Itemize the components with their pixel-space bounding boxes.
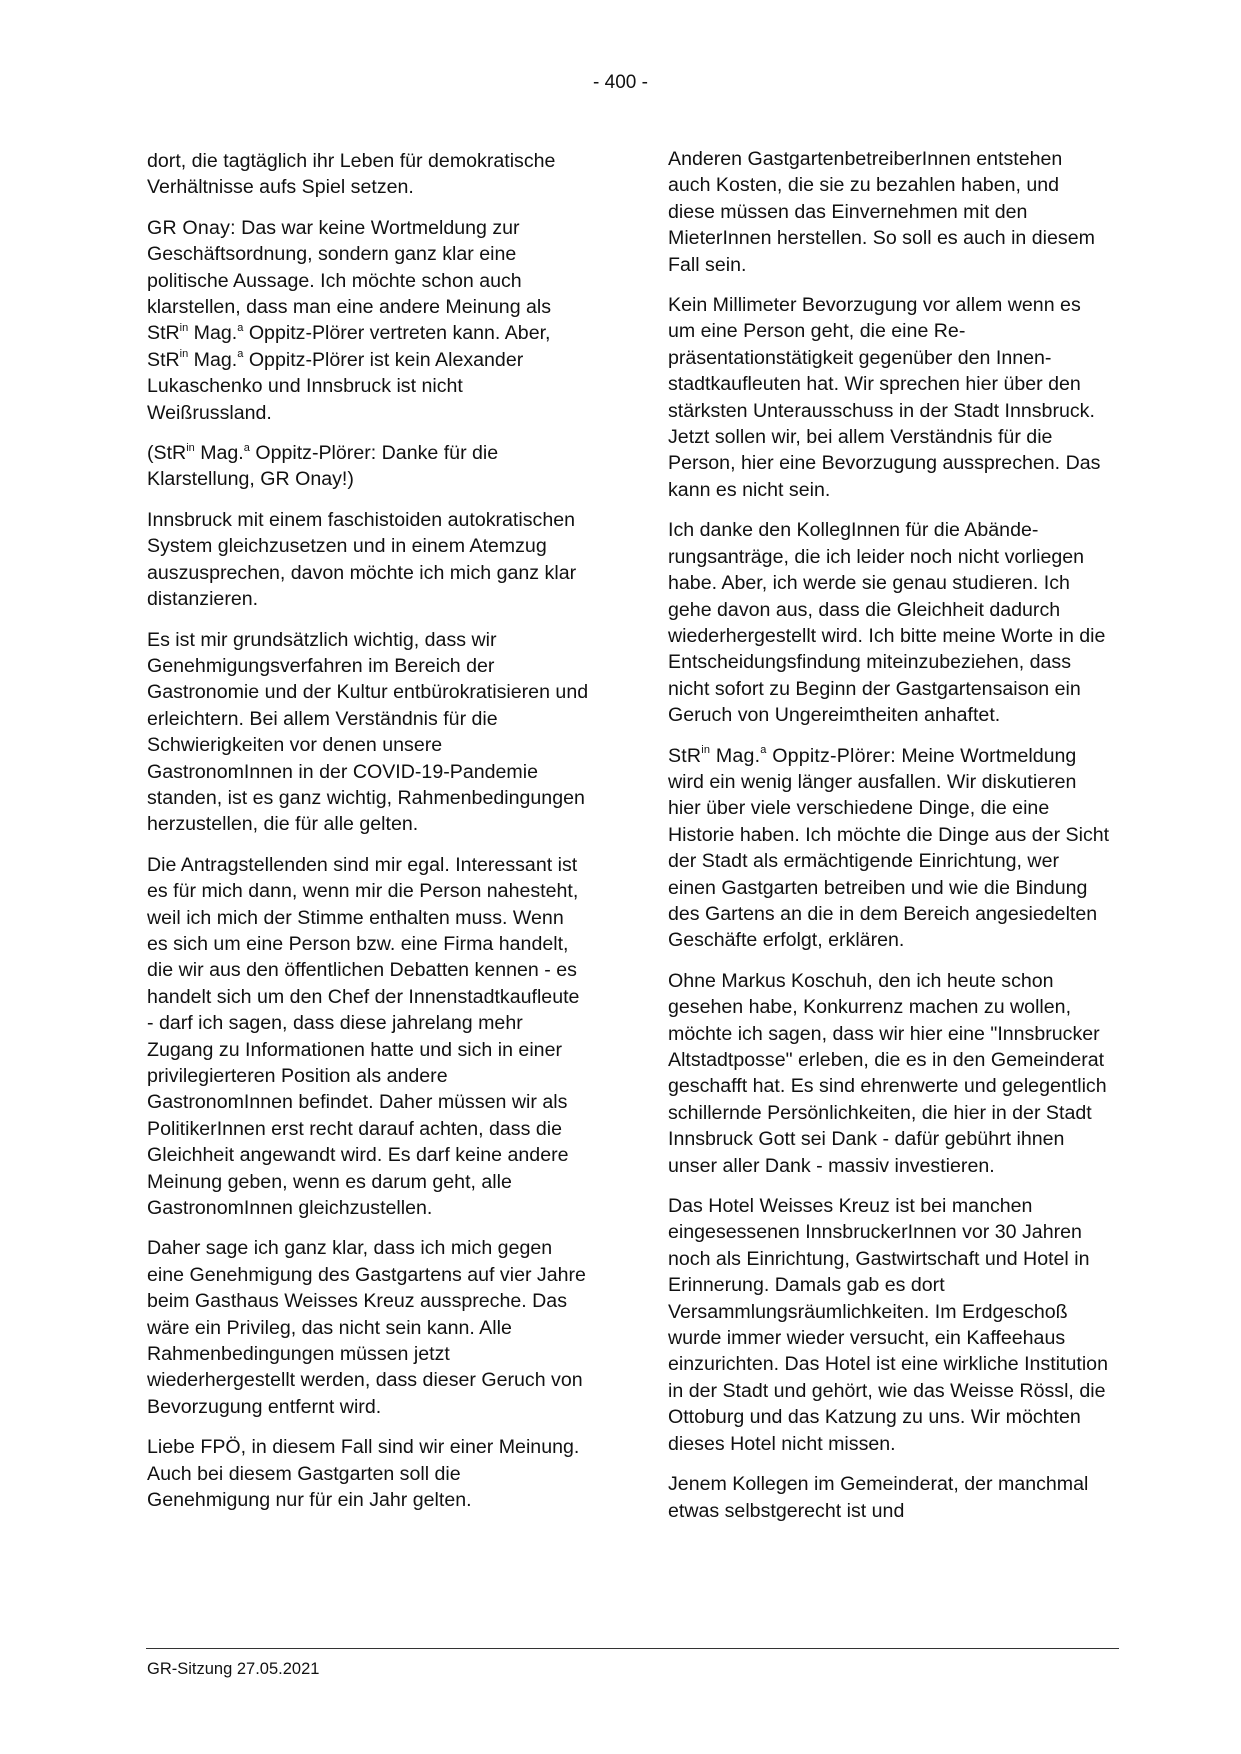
paragraph: Liebe FPÖ, in diesem Fall sind wir einer Meinung. Auch bei diesem Gastgarten soll die Genehmigung nur für ein Jahr gelten.: [147, 1436, 580, 1512]
paragraph: Daher sage ich ganz klar, dass ich mich gegen eine Genehmigung des Gastgartens auf vier Jahre beim Gasthaus Weisses Kreuz ausspreche. Das wäre ein Privileg, das nicht sein kann. Alle Rahmenbedingungen müssen jetzt wiederhergestellt werden, dass dieser Geruch von Bevorzugung entfernt wird.: [147, 1237, 586, 1418]
interjection: (StR$^{in}$ Mag.$^a$ Oppitz-Plörer: Danke für die Klarstellung, GR Onay!): [147, 441, 499, 491]
right-column: [668, 146, 1110, 1538]
paragraph: Es ist mir grundsätzlich wichtig, dass wir Genehmigungsverfahren im Bereich der Gastronomie und der Kultur entbürokratisieren und erleichtern. Bei allem Verständnis für die Schwierigkeiten vor denen unsere GastronomInnen in der COVID-19-Pandemie standen, ist es ganz wichtig, Rahmenbedingungen herzustellen, die für alle gelten.: [147, 628, 589, 836]
paragraph: Das Hotel Weisses Kreuz ist bei manchen eingesessenen InnsbruckerInnen vor 30 Jahren noch als Einrichtung, Gastwirtschaft und Hotel in Erinnerung. Damals gab es dort Versammlungsräumlichkeiten. Im Erdgeschoß wurde immer wieder versucht, ein Kaffeehaus einzurichten. Das Hotel ist eine wirkliche Institution in der Stadt und gehört, wie das Weisse Rössl, die Ottoburg und das Katzung zu uns. Wir möchten dieses Hotel nicht missen.: [668, 1195, 1108, 1455]
paragraph: Die Antragstellenden sind mir egal. Interessant ist es für mich dann, wenn mir die Person nahesteht, weil ich mich der Stimme enthalten muss. Wenn es sich um eine Person bzw. eine Firma handelt, die wir aus den öffentlichen Debatten kennen - es handelt sich um den Chef der Innenstadtkaufleute - darf ich sagen, dass diese jahrelang mehr Zugang zu Informationen hatte und sich in einer privilegierteren Position als andere GastronomInnen befindet. Daher müssen wir als PolitikerInnen erst recht darauf achten, dass die Gleichheit angewandt wird. Es darf keine andere Meinung geben, wenn es darum geht, alle GastronomInnen gleichzustellen.: [147, 853, 580, 1220]
paragraph: Kein Millimeter Bevorzugung vor allem wenn es um eine Person geht, die eine Repräsentationstätigkeit gegenüber den Innenstadtkaufleuten hat. Wir sprechen hier über den stärksten Unterausschuss in der Stadt Innsbruck. Jetzt sollen wir, bei allem Verständnis für die Person, hier eine Bevorzugung aussprechen. Das kann es nicht sein.: [668, 294, 1101, 501]
speaker-name: GR Onay:: [147, 216, 236, 239]
footer-divider: [146, 1648, 1119, 1649]
speaker-name: StR$^{in}$ Mag.$^a$ Oppitz-Plörer:: [668, 744, 896, 767]
paragraph: Ohne Markus Koschuh, den ich heute schon gesehen habe, Konkurrenz machen zu wollen, möchte ich sagen, dass wir hier eine "Innsbrucker Altstadtposse" erleben, die es in den Gemeinderat geschafft hat. Es sind ehrenwerte und gelegentlich schillernde Persönlichkeiten, die hier in der Stadt Innsbruck Gott sei Dank - dafür gebührt ihnen unser aller Dank - massiv investieren.: [668, 969, 1107, 1177]
paragraph: Ich danke den KollegInnen für die Abänderungsanträge, die ich leider noch nicht vorliegen habe. Aber, ich werde sie genau studieren. Ich gehe davon aus, dass die Gleichheit dadurch wiederhergestellt wird. Ich bitte meine Worte in die Entscheidungsfindung miteinzubeziehen, dass nicht sofort zu Beginn der Gastgartensaison ein Geruch von Ungereimtheiten anhaftet.: [668, 519, 1106, 727]
paragraph: Anderen GastgartenbetreiberInnen entstehen auch Kosten, die sie zu bezahlen haben, und diese müssen das Einvernehmen mit den MieterInnen herstellen. So soll es auch in diesem Fall sein.: [668, 148, 1095, 276]
paragraph: dort, die tagtäglich ihr Leben für demokratische Verhältnisse aufs Spiel setzen.: [147, 150, 556, 199]
footer-session-date: GR-Sitzung 27.05.2021: [147, 1660, 320, 1678]
paragraph: StR$^{in}$ Mag.$^a$ Oppitz-Plörer: Meine Wortmeldung wird ein wenig länger ausfallen. Wir diskutieren hier über viele verschiedene Dinge, die eine Historie haben. Ich möchte die Dinge aus der Sicht der Stadt als ermächtigende Einrichtung, wer einen Gastgarten betreiben und wie die Bindung des Gartens an die in dem Bereich angesiedelten Geschäfte erfolgt, erklären.: [668, 744, 1110, 952]
paragraph: Innsbruck mit einem faschistoiden autokratischen System gleichzusetzen und in einem Atemzug auszusprechen, davon möchte ich mich ganz klar distanzieren.: [147, 508, 577, 611]
paragraph: Jenem Kollegen im Gemeinderat, der manchmal etwas selbstgerecht ist und: [668, 1473, 1089, 1522]
paragraph: GR Onay: Das war keine Wortmeldung zur Geschäftsordnung, sondern ganz klar eine politische Aussage. Ich möchte schon auch klarstellen, dass man eine andere Meinung als StR$^{in}$ Mag.$^a$ Oppitz-Plörer vertreten kann. Aber, StR$^{in}$ Mag.$^a$ Oppitz-Plörer ist kein Alexander Lukaschenko und Innsbruck ist nicht Weißrussland.: [147, 216, 552, 424]
page-number: - 400 -: [593, 72, 648, 93]
left-column: [147, 148, 589, 1528]
